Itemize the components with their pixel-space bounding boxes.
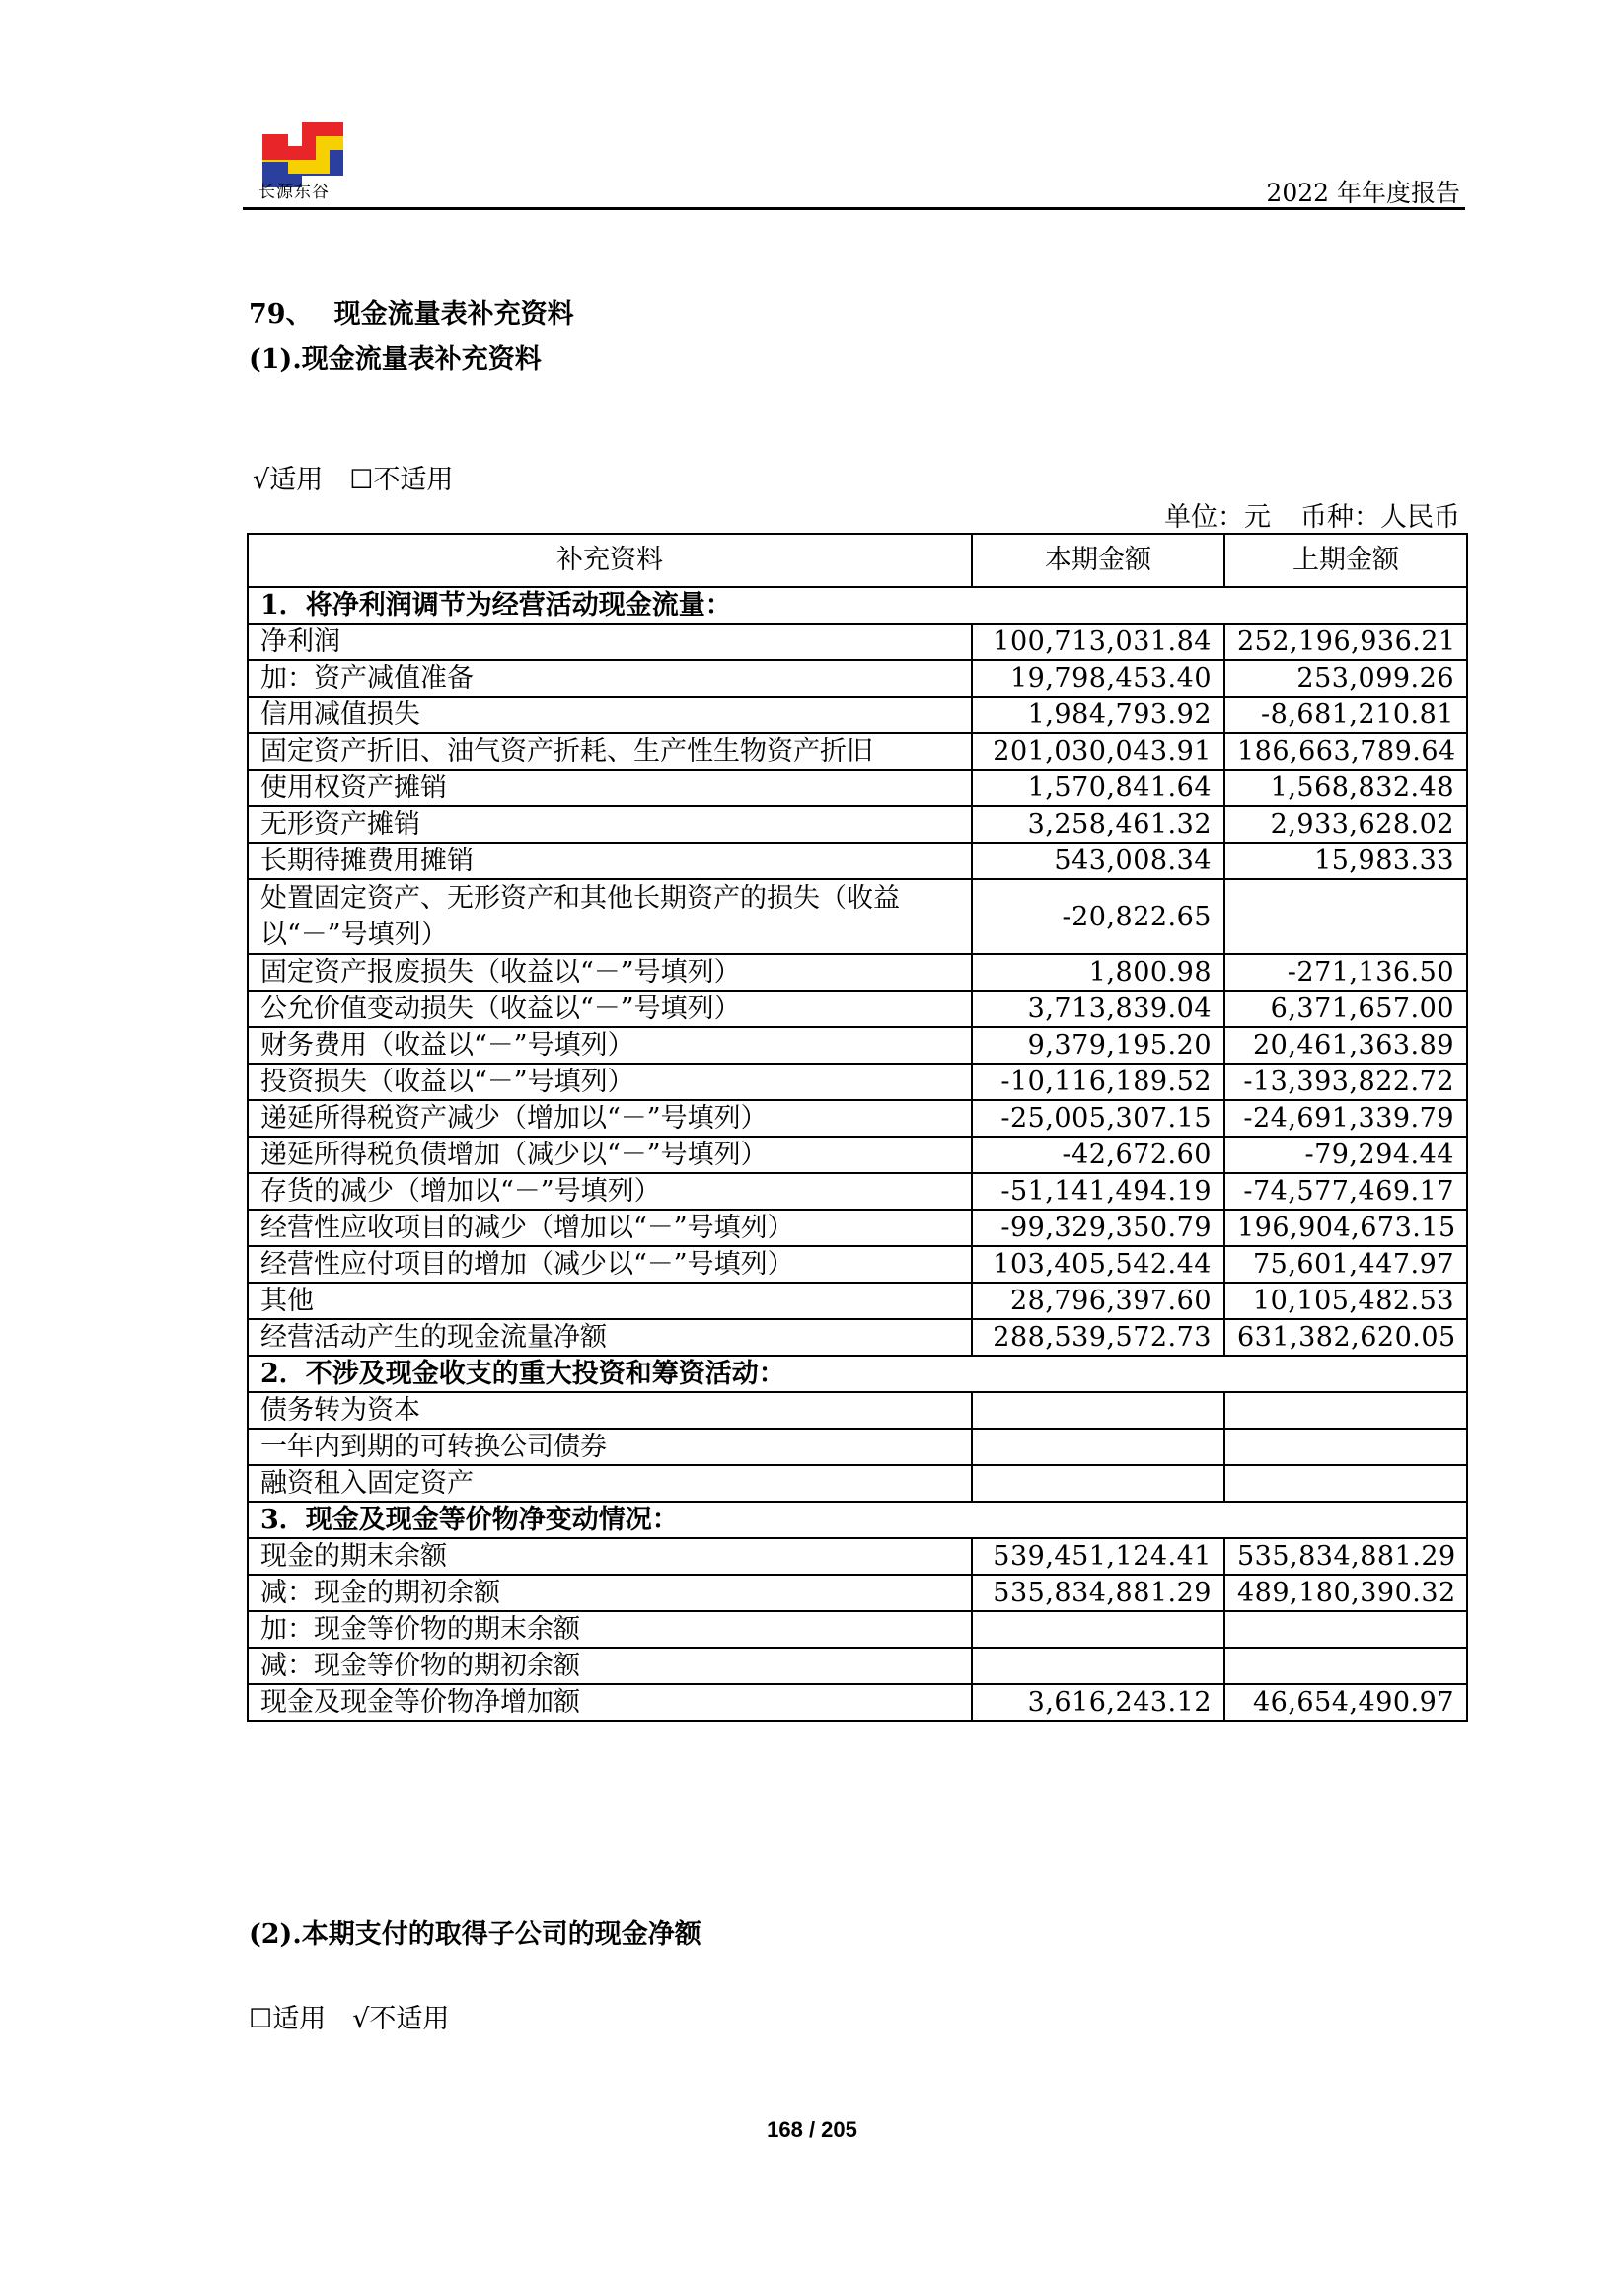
- previous-amount: 6,371,657.00: [1224, 991, 1467, 1027]
- previous-amount: -271,136.50: [1224, 954, 1467, 991]
- unit-label: 单位：元: [1164, 502, 1271, 533]
- current-amount: 28,796,397.60: [972, 1283, 1224, 1319]
- current-amount: -25,005,307.15: [972, 1100, 1224, 1137]
- table-row: [248, 806, 1467, 843]
- previous-amount: 186,663,789.64: [1224, 733, 1467, 770]
- previous-amount: -74,577,469.17: [1224, 1173, 1467, 1210]
- previous-amount: -24,691,339.79: [1224, 1100, 1467, 1137]
- section-label: 1．将净利润调节为经营活动现金流量：: [248, 587, 1467, 624]
- table-row: [248, 954, 1467, 991]
- section-number: 79、: [249, 299, 313, 330]
- previous-amount: 252,196,936.21: [1224, 624, 1467, 660]
- row-label: 处置固定资产、无形资产和其他长期资产的损失（收益以“－”号填列）: [248, 879, 972, 954]
- subsection-title-1: (1).现金流量表补充资料: [249, 344, 542, 375]
- current-amount: 288,539,572.73: [972, 1319, 1224, 1356]
- previous-amount: [1224, 1429, 1467, 1465]
- table-row: [248, 770, 1467, 806]
- current-amount: 1,800.98: [972, 954, 1224, 991]
- current-amount: 535,834,881.29: [972, 1575, 1224, 1611]
- current-amount: 201,030,043.91: [972, 733, 1224, 770]
- table-body: [248, 587, 1467, 1721]
- row-label: 公允价值变动损失（收益以“－”号填列）: [248, 991, 972, 1027]
- current-amount: 1,570,841.64: [972, 770, 1224, 806]
- current-amount: 19,798,453.40: [972, 660, 1224, 697]
- table-row: [248, 1465, 1467, 1502]
- row-label: 长期待摊费用摊销: [248, 843, 972, 879]
- previous-amount: 2,933,628.02: [1224, 806, 1467, 843]
- previous-amount: 631,382,620.05: [1224, 1319, 1467, 1356]
- current-amount: -42,672.60: [972, 1137, 1224, 1173]
- table-row: [248, 1173, 1467, 1210]
- applicability-indicator-2: ☐适用 √不适用: [249, 2004, 450, 2034]
- current-amount: 539,451,124.41: [972, 1538, 1224, 1575]
- table-row: [248, 843, 1467, 879]
- previous-amount: -8,681,210.81: [1224, 697, 1467, 733]
- previous-amount: 75,601,447.97: [1224, 1246, 1467, 1283]
- current-amount: [972, 1648, 1224, 1684]
- table-row: [248, 1246, 1467, 1283]
- table-row: [248, 660, 1467, 697]
- row-label: 净利润: [248, 624, 972, 660]
- header-item: 补充资料: [248, 534, 972, 587]
- table-row: [248, 1611, 1467, 1648]
- row-label: 投资损失（收益以“－”号填列）: [248, 1064, 972, 1100]
- table-row: [248, 991, 1467, 1027]
- unit-line: [1164, 495, 1460, 534]
- current-amount: -51,141,494.19: [972, 1173, 1224, 1210]
- table-row: [248, 1283, 1467, 1319]
- previous-amount: [1224, 1648, 1467, 1684]
- previous-amount: [1224, 879, 1467, 954]
- previous-amount: 20,461,363.89: [1224, 1027, 1467, 1064]
- current-amount: -99,329,350.79: [972, 1210, 1224, 1246]
- table-row: [248, 624, 1467, 660]
- table-row: [248, 1210, 1467, 1246]
- current-amount: [972, 1465, 1224, 1502]
- row-label: 其他: [248, 1283, 972, 1319]
- section-label: 2．不涉及现金收支的重大投资和筹资活动：: [248, 1356, 1467, 1392]
- row-label: 无形资产摊销: [248, 806, 972, 843]
- table-row: [248, 1027, 1467, 1064]
- current-amount: 9,379,195.20: [972, 1027, 1224, 1064]
- table-row: [248, 697, 1467, 733]
- currency-label: 币种：人民币: [1300, 502, 1460, 533]
- current-amount: [972, 1392, 1224, 1429]
- current-amount: 3,713,839.04: [972, 991, 1224, 1027]
- previous-amount: -13,393,822.72: [1224, 1064, 1467, 1100]
- table-row: [248, 1684, 1467, 1721]
- page-number: 168 / 205: [767, 2117, 857, 2142]
- current-amount: -20,822.65: [972, 879, 1224, 954]
- row-label: 债务转为资本: [248, 1392, 972, 1429]
- previous-amount: 10,105,482.53: [1224, 1283, 1467, 1319]
- section-label: 3．现金及现金等价物净变动情况：: [248, 1502, 1467, 1538]
- table-section-row: [248, 1502, 1467, 1538]
- row-label: 加：资产减值准备: [248, 660, 972, 697]
- previous-amount: 489,180,390.32: [1224, 1575, 1467, 1611]
- table-row: [248, 1538, 1467, 1575]
- header-previous-amount: 上期金额: [1224, 534, 1467, 587]
- logo-text: 长源东谷: [258, 183, 330, 202]
- table-row: [248, 1648, 1467, 1684]
- section-heading: [249, 292, 574, 331]
- previous-amount: 15,983.33: [1224, 843, 1467, 879]
- current-amount: 543,008.34: [972, 843, 1224, 879]
- report-title: 2022 年年度报告: [1266, 179, 1460, 207]
- cash-flow-supplement-table: [247, 533, 1468, 1722]
- row-label: 递延所得税资产减少（增加以“－”号填列）: [248, 1100, 972, 1137]
- table-header-row: [248, 534, 1467, 587]
- row-label: 经营性应收项目的减少（增加以“－”号填列）: [248, 1210, 972, 1246]
- row-label: 固定资产报废损失（收益以“－”号填列）: [248, 954, 972, 991]
- table-row: [248, 879, 1467, 954]
- row-label: 固定资产折旧、油气资产折耗、生产性生物资产折旧: [248, 733, 972, 770]
- previous-amount: 46,654,490.97: [1224, 1684, 1467, 1721]
- previous-amount: [1224, 1611, 1467, 1648]
- row-label: 加：现金等价物的期末余额: [248, 1611, 972, 1648]
- previous-amount: [1224, 1392, 1467, 1429]
- current-amount: 100,713,031.84: [972, 624, 1224, 660]
- row-label: 信用减值损失: [248, 697, 972, 733]
- table-row: [248, 1319, 1467, 1356]
- row-label: 现金及现金等价物净增加额: [248, 1684, 972, 1721]
- previous-amount: 196,904,673.15: [1224, 1210, 1467, 1246]
- row-label: 存货的减少（增加以“－”号填列）: [248, 1173, 972, 1210]
- row-label: 现金的期末余额: [248, 1538, 972, 1575]
- subsection-title-2: (2).本期支付的取得子公司的现金净额: [249, 1919, 701, 1950]
- applicability-indicator-1: √适用 ☐不适用: [253, 465, 454, 495]
- table-row: [248, 1429, 1467, 1465]
- section-title: 现金流量表补充资料: [333, 299, 574, 330]
- current-amount: [972, 1611, 1224, 1648]
- row-label: 减：现金的期初余额: [248, 1575, 972, 1611]
- previous-amount: [1224, 1465, 1467, 1502]
- current-amount: [972, 1429, 1224, 1465]
- previous-amount: 253,099.26: [1224, 660, 1467, 697]
- table-row: [248, 733, 1467, 770]
- previous-amount: 535,834,881.29: [1224, 1538, 1467, 1575]
- row-label: 一年内到期的可转换公司债券: [248, 1429, 972, 1465]
- row-label: 经营活动产生的现金流量净额: [248, 1319, 972, 1356]
- current-amount: 3,258,461.32: [972, 806, 1224, 843]
- current-amount: 103,405,542.44: [972, 1246, 1224, 1283]
- table-section-row: [248, 1356, 1467, 1392]
- table-row: [248, 1392, 1467, 1429]
- row-label: 使用权资产摊销: [248, 770, 972, 806]
- row-label: 减：现金等价物的期初余额: [248, 1648, 972, 1684]
- table-row: [248, 1575, 1467, 1611]
- current-amount: -10,116,189.52: [972, 1064, 1224, 1100]
- row-label: 财务费用（收益以“－”号填列）: [248, 1027, 972, 1064]
- table-row: [248, 1064, 1467, 1100]
- table-row: [248, 1100, 1467, 1137]
- row-label: 经营性应付项目的增加（减少以“－”号填列）: [248, 1246, 972, 1283]
- header-current-amount: 本期金额: [972, 534, 1224, 587]
- header-divider: [243, 207, 1465, 210]
- current-amount: 3,616,243.12: [972, 1684, 1224, 1721]
- previous-amount: 1,568,832.48: [1224, 770, 1467, 806]
- row-label: 递延所得税负债增加（减少以“－”号填列）: [248, 1137, 972, 1173]
- table-row: [248, 1137, 1467, 1173]
- row-label: 融资租入固定资产: [248, 1465, 972, 1502]
- previous-amount: -79,294.44: [1224, 1137, 1467, 1173]
- current-amount: 1,984,793.92: [972, 697, 1224, 733]
- table-section-row: [248, 587, 1467, 624]
